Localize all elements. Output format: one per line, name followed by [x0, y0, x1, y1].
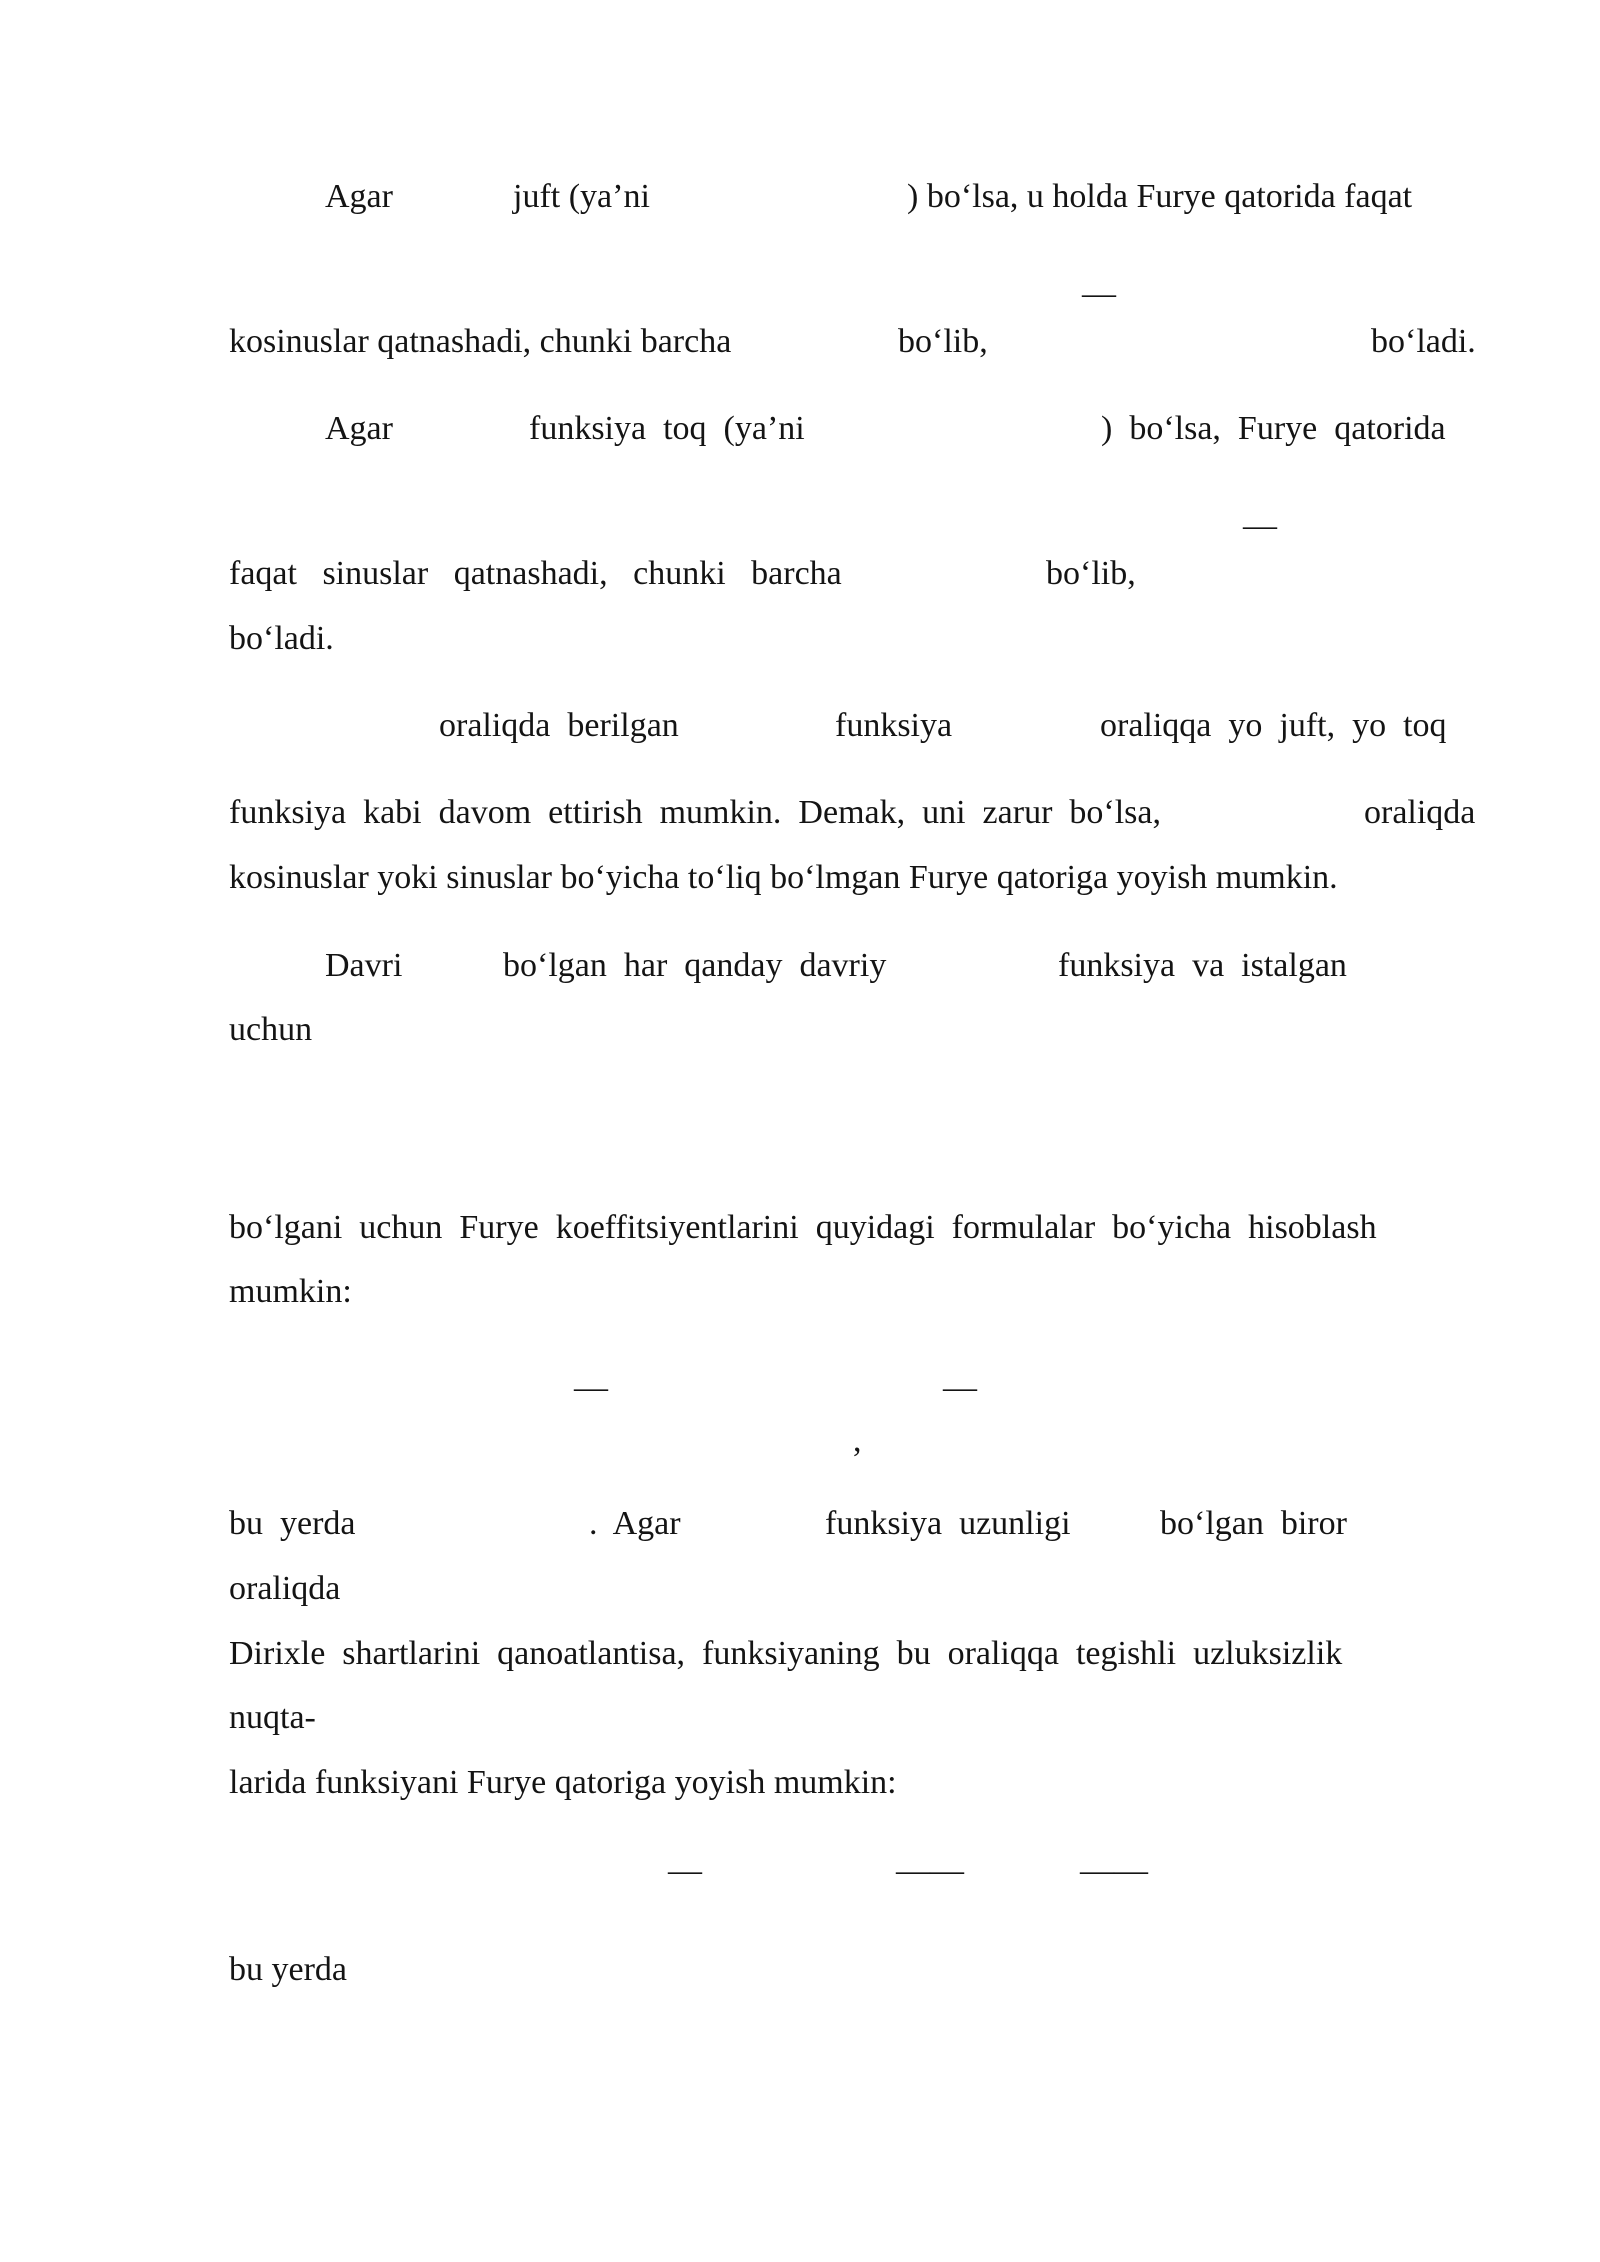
p2-bolsa: ) bo‘lsa, Furye qatorida [1101, 410, 1446, 447]
p3-oraliqda: oraliqda berilgan [439, 707, 679, 744]
p6-fraction-bar-3: —— [1080, 1852, 1148, 1889]
p5-line1: bo‘lgani uchun Furye koeffitsiyentlarini quyidagi formulalar bo‘yicha hisoblash [229, 1209, 1377, 1246]
p6-funksiya: funksiya uzunligi [825, 1505, 1071, 1542]
p1-line2-a: kosinuslar qatnashadi, chunki barcha [229, 323, 732, 360]
p4-davri: Davri [325, 947, 403, 984]
p1-agar: Agar [325, 178, 393, 215]
p6-agar: . Agar [589, 1505, 681, 1542]
p6-bu-yerda-2: bu yerda [229, 1951, 348, 1988]
p5-line2: mumkin: [229, 1273, 352, 1310]
p5-comma: , [853, 1422, 862, 1459]
p3-funksiya: funksiya [835, 707, 953, 744]
p3-line2-b: oraliqda [1364, 794, 1476, 831]
p6-fraction-bar-2: —— [896, 1852, 964, 1889]
p6-line5: larida funksiyani Furye qatoriga yoyish mumkin: [229, 1764, 897, 1801]
p2-line2-a: faqat sinuslar qatnashadi, chunki barcha [229, 555, 842, 592]
p3-oraliqqa: oraliqqa yo juft, yo toq [1100, 707, 1447, 744]
p1-juft-yani: juft (ya’ni [513, 178, 650, 215]
p5-fraction-bar-2: — [943, 1369, 977, 1406]
p1-line2-c: bo‘ladi. [1371, 323, 1476, 360]
p3-line2-a: funksiya kabi davom ettirish mumkin. Demak, uni zarur bo‘lsa, [229, 794, 1161, 831]
p4-bolgan: bo‘lgan har qanday davriy [503, 947, 887, 984]
p2-fraction-bar: — [1243, 507, 1277, 544]
p4-uchun: uchun [229, 1011, 313, 1048]
p6-line3: Dirixle shartlarini qanoatlantisa, funksiyaning bu oraliqqa tegishli uzluksizlik [229, 1635, 1343, 1672]
p1-fraction-bar: — [1082, 275, 1116, 312]
p6-bolgan: bo‘lgan biror [1160, 1505, 1347, 1542]
p3-line3: kosinuslar yoki sinuslar bo‘yicha to‘liq bo‘lmgan Furye qatoriga yoyish mumkin. [229, 859, 1338, 896]
p6-line4: nuqta- [229, 1699, 316, 1736]
p1-line2-b: bo‘lib, [898, 323, 988, 360]
p2-agar: Agar [325, 410, 393, 447]
p2-toq-yani: funksiya toq (ya’ni [529, 410, 805, 447]
p1-bolsa: ) bo‘lsa, u holda Furye qatorida faqat [907, 178, 1413, 215]
p2-line3: bo‘ladi. [229, 620, 334, 657]
p6-oraliqda: oraliqda [229, 1570, 341, 1607]
p6-bu-yerda: bu yerda [229, 1505, 356, 1542]
p2-line2-b: bo‘lib, [1046, 555, 1136, 592]
p4-funksiya: funksiya va istalgan [1058, 947, 1347, 984]
p6-fraction-bar-1: — [668, 1852, 702, 1889]
p5-fraction-bar-1: — [574, 1369, 608, 1406]
